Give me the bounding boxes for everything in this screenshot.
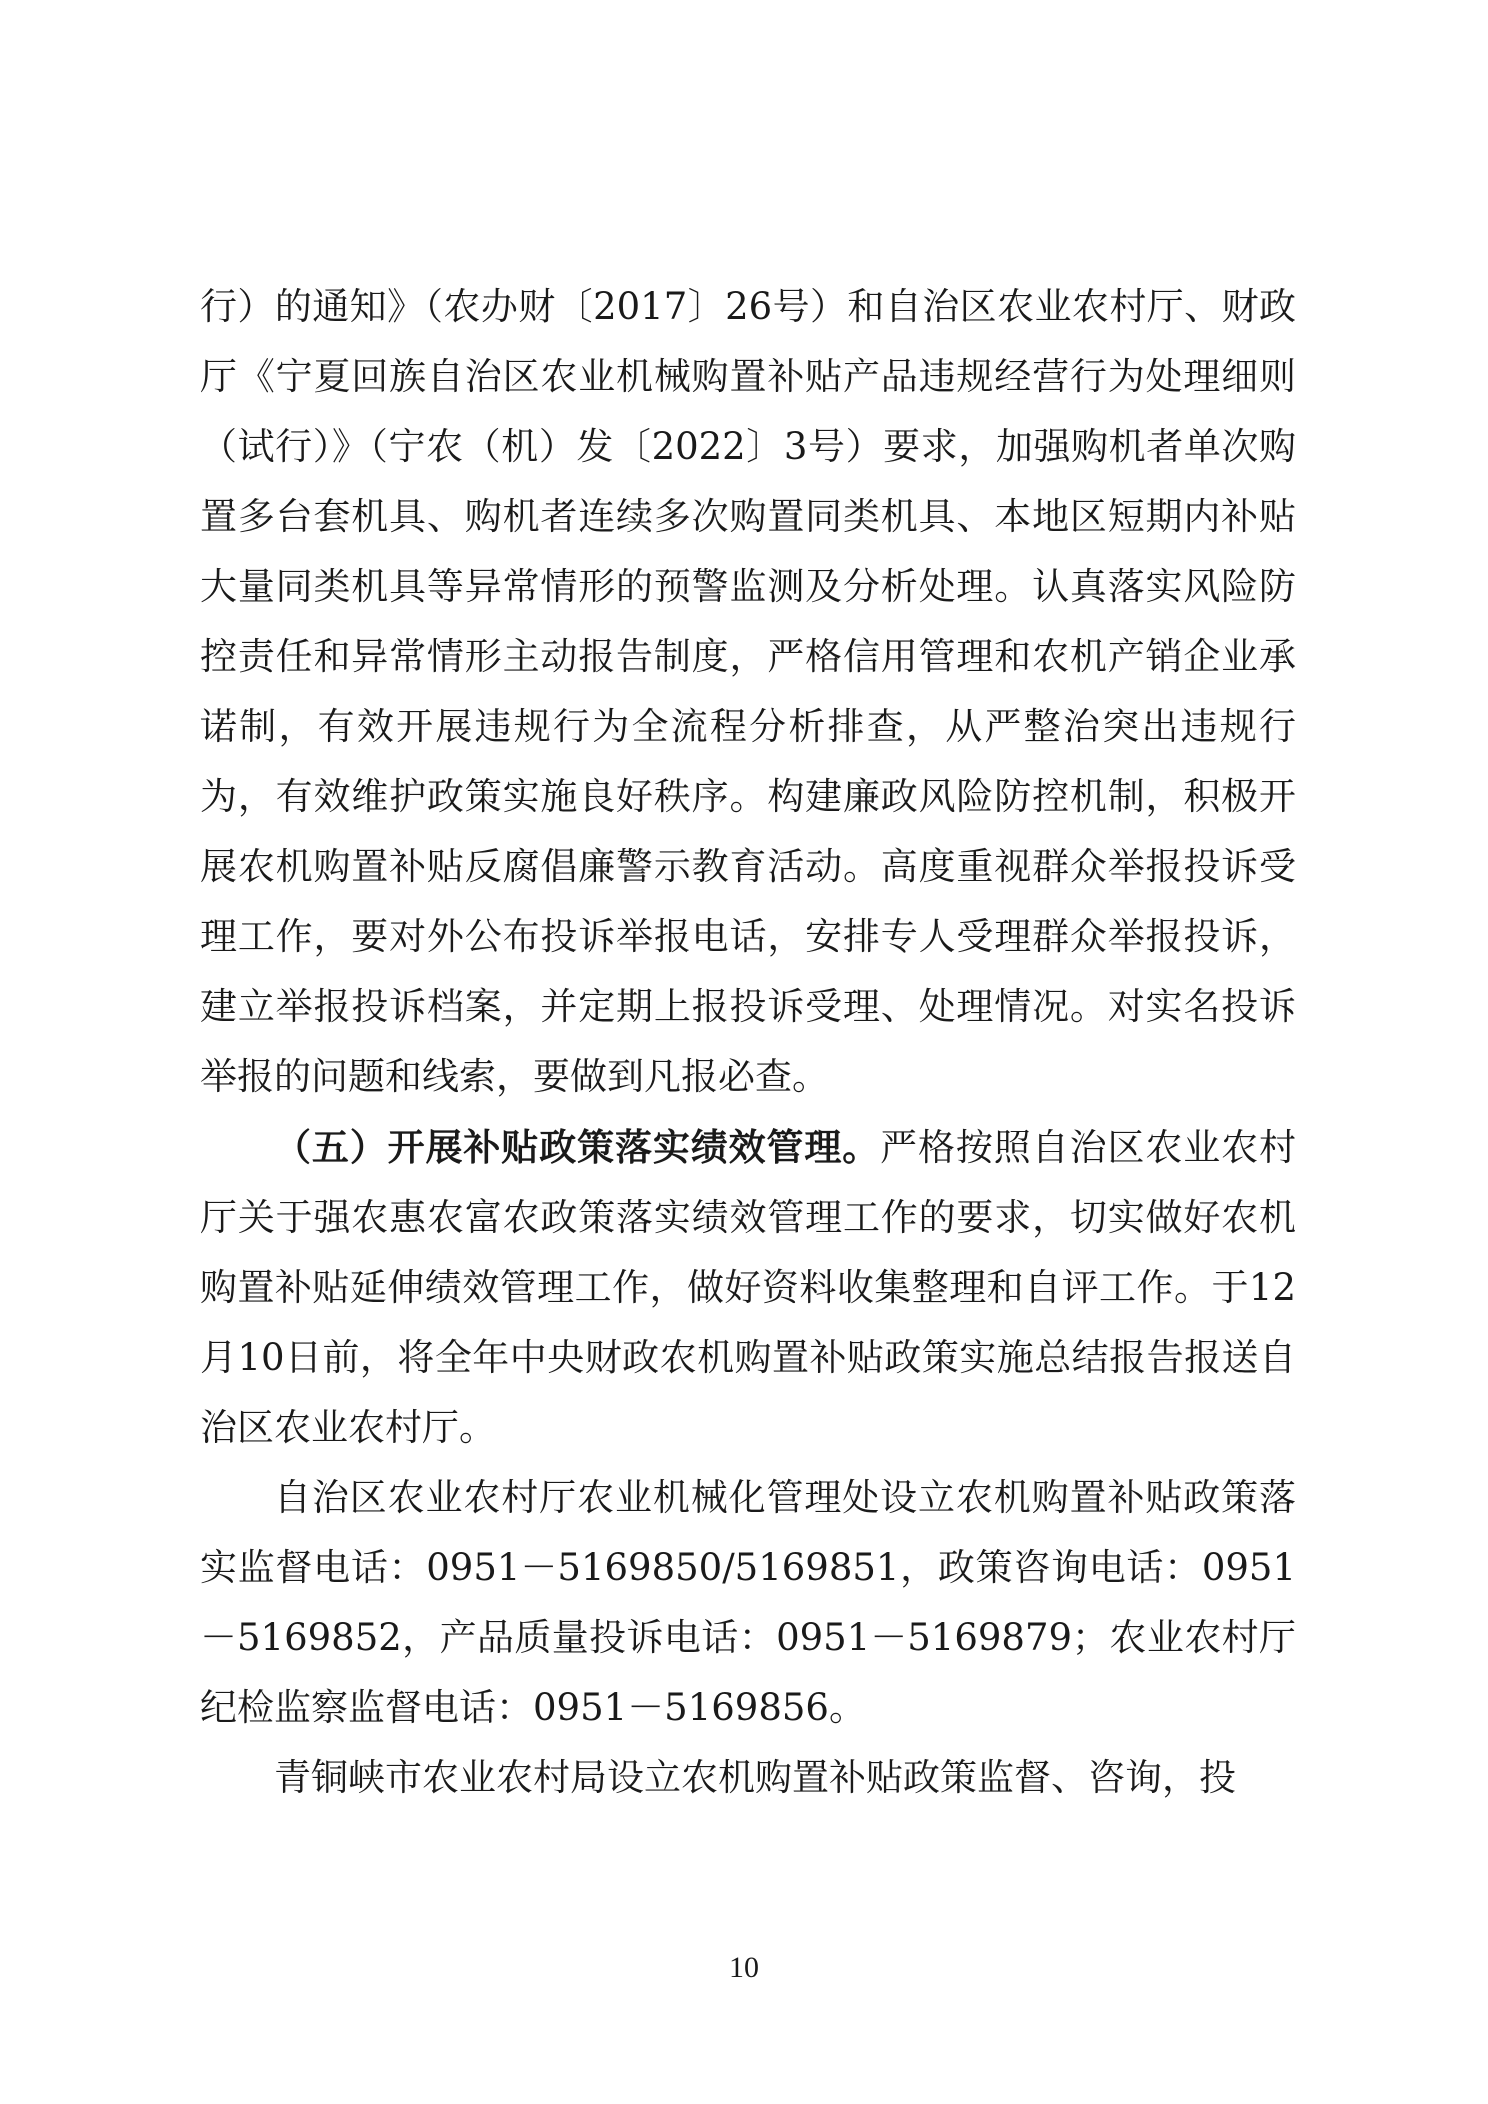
- document-body: [200, 272, 1296, 1813]
- paragraph-local-hotline: [200, 1743, 1296, 1813]
- paragraph-continuation: [200, 272, 1296, 1112]
- paragraph-performance-management: [200, 1112, 1296, 1463]
- paragraph-text: 行）的通知》（农办财〔2017〕26号）和自治区农业农村厅、财政厅《宁夏回族自治区农业机械购置补贴产品违规经营行为处理细则（试行）》（宁农（机）发〔2022〕3号）要求，加强购机者单次购置多台套机具、购机者连续多次购置同类机具、本地区短期内补贴大量同类机具等异常情形的预警监测及分析处理。认真落实风险防控责任和异常情形主动报告制度，严格信用管理和农机产销企业承诺制，有效开展违规行为全流程分析排查，从严整治突出违规行为，有效维护政策实施良好秩序。构建廉政风险防控机制，积极开展农机购置补贴反腐倡廉警示教育活动。高度重视群众举报投诉受理工作，要对外公布投诉举报电话，安排专人受理群众举报投诉，建立举报投诉档案，并定期上报投诉受理、处理情况。对实名投诉举报的问题和线索，要做到凡报必查。: [200, 285, 1296, 1098]
- section-heading: （五）开展补贴政策落实绩效管理。: [274, 1125, 881, 1169]
- page-number: 10: [729, 1951, 759, 1984]
- paragraph-text: 自治区农业农村厅农业机械化管理处设立农机购置补贴政策落实监督电话：0951－5169850/5169851，政策咨询电话：0951－5169852，产品质量投诉电话：0951－5169879；农业农村厅纪检监察监督电话：0951－5169856。: [200, 1476, 1296, 1729]
- paragraph-text: 青铜峡市农业农村局设立农机购置补贴政策监督、咨询，投: [274, 1756, 1236, 1799]
- paragraph-text: 严格按照自治区农业农村厅关于强农惠农富农政策落实绩效管理工作的要求，切实做好农机购置补贴延伸绩效管理工作，做好资料收集整理和自评工作。于12月10日前，将全年中央财政农机购置补贴政策实施总结报告报送自治区农业农村厅。: [200, 1126, 1297, 1449]
- paragraph-hotlines: [200, 1463, 1296, 1743]
